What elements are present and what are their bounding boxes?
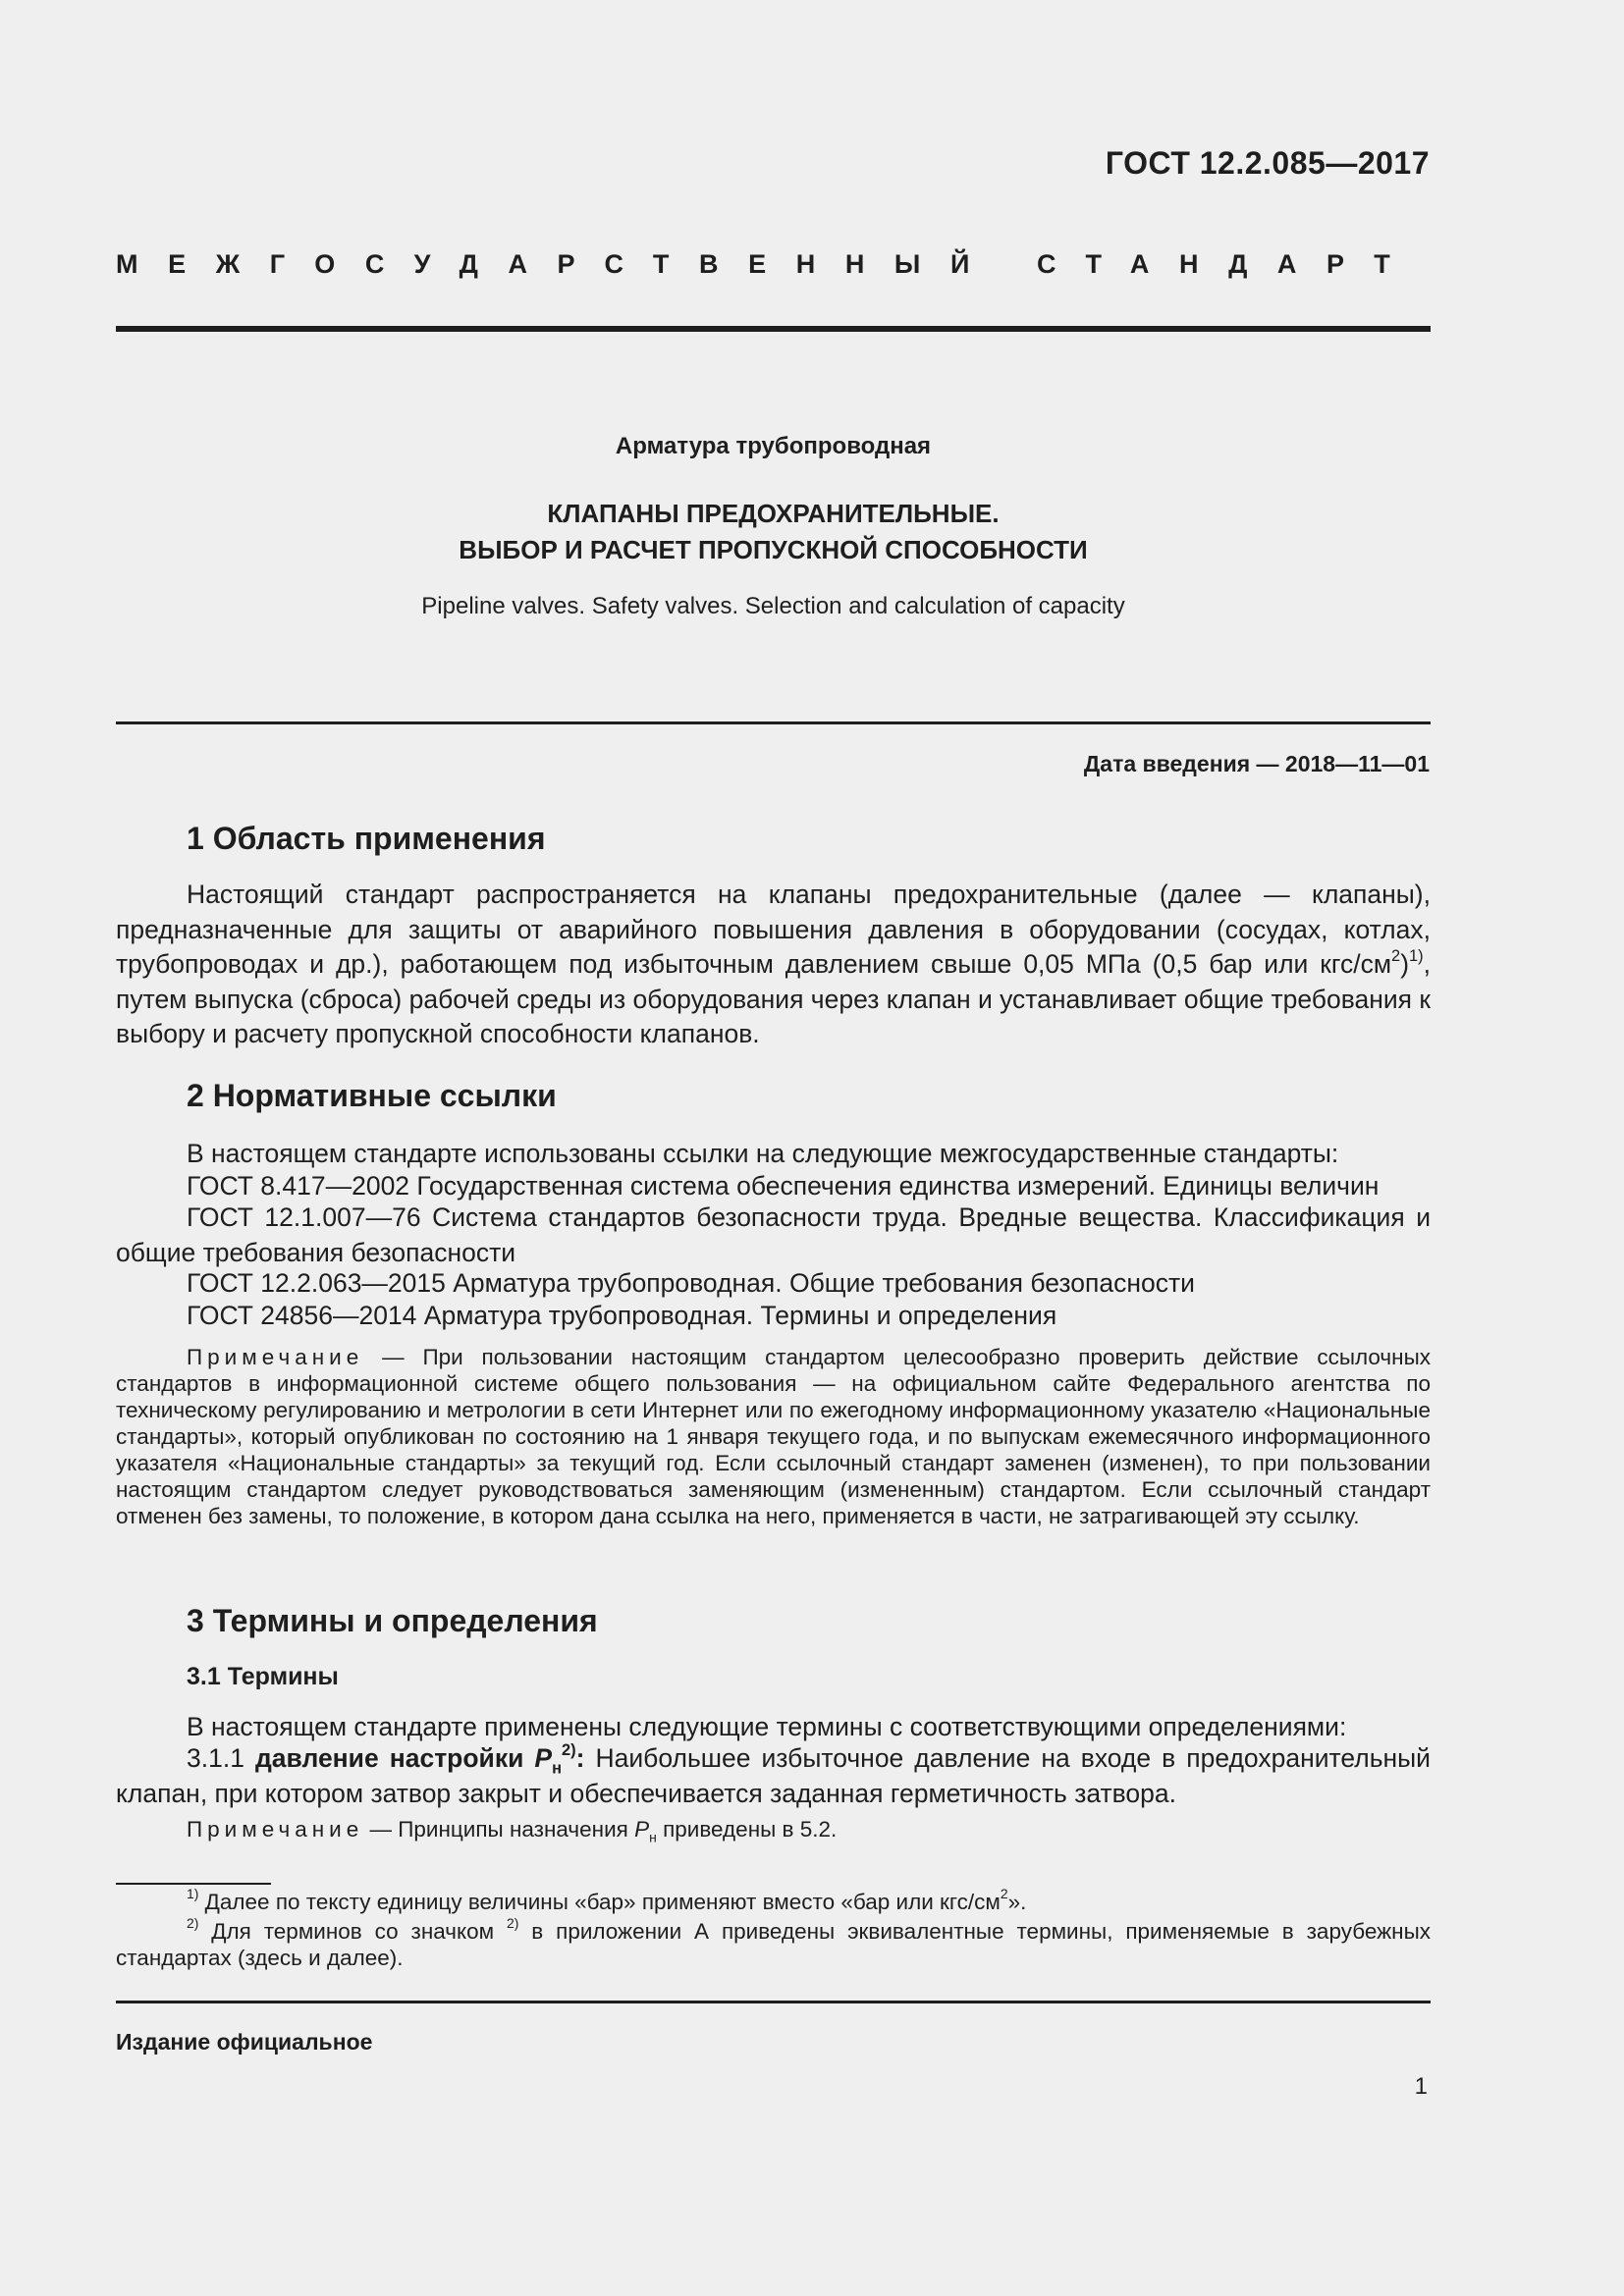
header-rule xyxy=(116,326,1431,332)
title-rule xyxy=(116,721,1431,724)
footer-rule xyxy=(116,2001,1431,2003)
subsection-3-1-heading: 3.1 Термины xyxy=(187,1663,339,1690)
footnote-rule xyxy=(116,1883,271,1885)
section-3-intro: В настоящем стандарте применены следующие термины с соответствующими определениями: xyxy=(187,1712,1347,1741)
note-label: Примечание xyxy=(187,1817,364,1842)
gost-number: ГОСТ 12.2.085—2017 xyxy=(1105,145,1430,181)
section-1-heading: 1 Область применения xyxy=(187,821,546,856)
term-definition: 3.1.1 давление настройки $P_н^{2)}$: Наибольшее избыточное давление на входе в предохранительный клапан, при котором затвор закрыт и обеспечивается заданная герметичность затвора. xyxy=(116,1740,1431,1808)
note-label: Примечание xyxy=(187,1345,364,1369)
reference-item: ГОСТ 12.1.007—76 Система стандартов безопасности труда. Вредные вещества. Классификация и общие требования безопасности xyxy=(116,1202,1431,1267)
section-2-intro: В настоящем стандарте использованы ссылки на следующие межгосударственные стандарты: xyxy=(187,1139,1339,1168)
document-title xyxy=(116,496,1431,568)
interstate-standard-label: МЕЖГОСУДАРСТВЕННЫЙ СТАНДАРТ xyxy=(116,249,1421,279)
section-2-note: Примечание — При пользовании настоящим стандартом целесообразно проверить действие ссылочных стандартов в информационной системе общего пользования — на официальном сайте Федерального агентства по техническому регулированию и метрологии в сети Интернет или по ежегодному информационному указателю «Национальные стандарты», который опубликован по состоянию на 1 января текущего года, и по выпускам ежемесячного информационного указателя «Национальные стандарты» за текущий год. Если ссылочный стандарт заменен (изменен), то при пользовании настоящим стандартом следует руководствоваться заменяющим (измененным) стандартом. Если ссылочный стандарт отменен без замены, то положение, в котором дана ссылка на него, применяется в части, не затрагивающей эту ссылку. xyxy=(116,1345,1431,1528)
footnote-2: $^{2)}$ Для терминов со значком $^{2)}$ в приложении А приведены эквивалентные термины, применяемые в зарубежных стандартах (здесь и далее). xyxy=(116,1915,1431,1970)
term-name: давление настройки xyxy=(254,1743,535,1773)
document-title-line-2: ВЫБОР И РАСЧЕТ ПРОПУСКНОЙ СПОСОБНОСТИ xyxy=(459,535,1088,564)
reference-item: ГОСТ 24856—2014 Арматура трубопроводная. Термины и определения xyxy=(187,1301,1057,1330)
document-title-line-1: КЛАПАНЫ ПРЕДОХРАНИТЕЛЬНЫЕ. xyxy=(547,499,1000,528)
official-edition-label: Издание официальное xyxy=(116,2029,373,2055)
document-title-english: Pipeline valves. Safety valves. Selection and calculation of capacity xyxy=(421,593,1125,619)
section-3-note: Примечание — Принципы назначения $P_н$ приведены в 5.2. xyxy=(187,1817,838,1845)
introduction-date: Дата введения — 2018—11—01 xyxy=(1083,751,1430,776)
reference-item: ГОСТ 8.417—2002 Государственная система обеспечения единства измерений. Единицы величин xyxy=(187,1171,1380,1201)
footnote-1: $^{1)}$ Далее по тексту единицу величины «бар» применяют вместо «бар или кгс/$см^2$». xyxy=(187,1886,1027,1914)
section-1-paragraph: Настоящий стандарт распространяется на клапаны предохранительные (далее — клапаны), предназначенные для защиты от аварийного повышения давления в оборудовании (сосудах, котлах, трубопроводах и др.), работающем под избыточным давлением свыше 0,05 МПа (0,5 бар или кгс/$см^2)^{1)}$, путем выпуска (сброса) рабочей среды из оборудования через клапан и устанавливает общие требования к выбору и расчету пропускной способности клапанов. xyxy=(116,880,1431,1048)
page-number: 1 xyxy=(1414,2073,1428,2100)
document-group-title: Арматура трубопроводная xyxy=(615,433,932,459)
reference-item: ГОСТ 12.2.063—2015 Арматура трубопроводная. Общие требования безопасности xyxy=(187,1268,1195,1298)
term-symbol: P xyxy=(534,1743,553,1773)
section-2-heading: 2 Нормативные ссылки xyxy=(187,1078,557,1113)
section-3-heading: 3 Термины и определения xyxy=(187,1603,598,1638)
